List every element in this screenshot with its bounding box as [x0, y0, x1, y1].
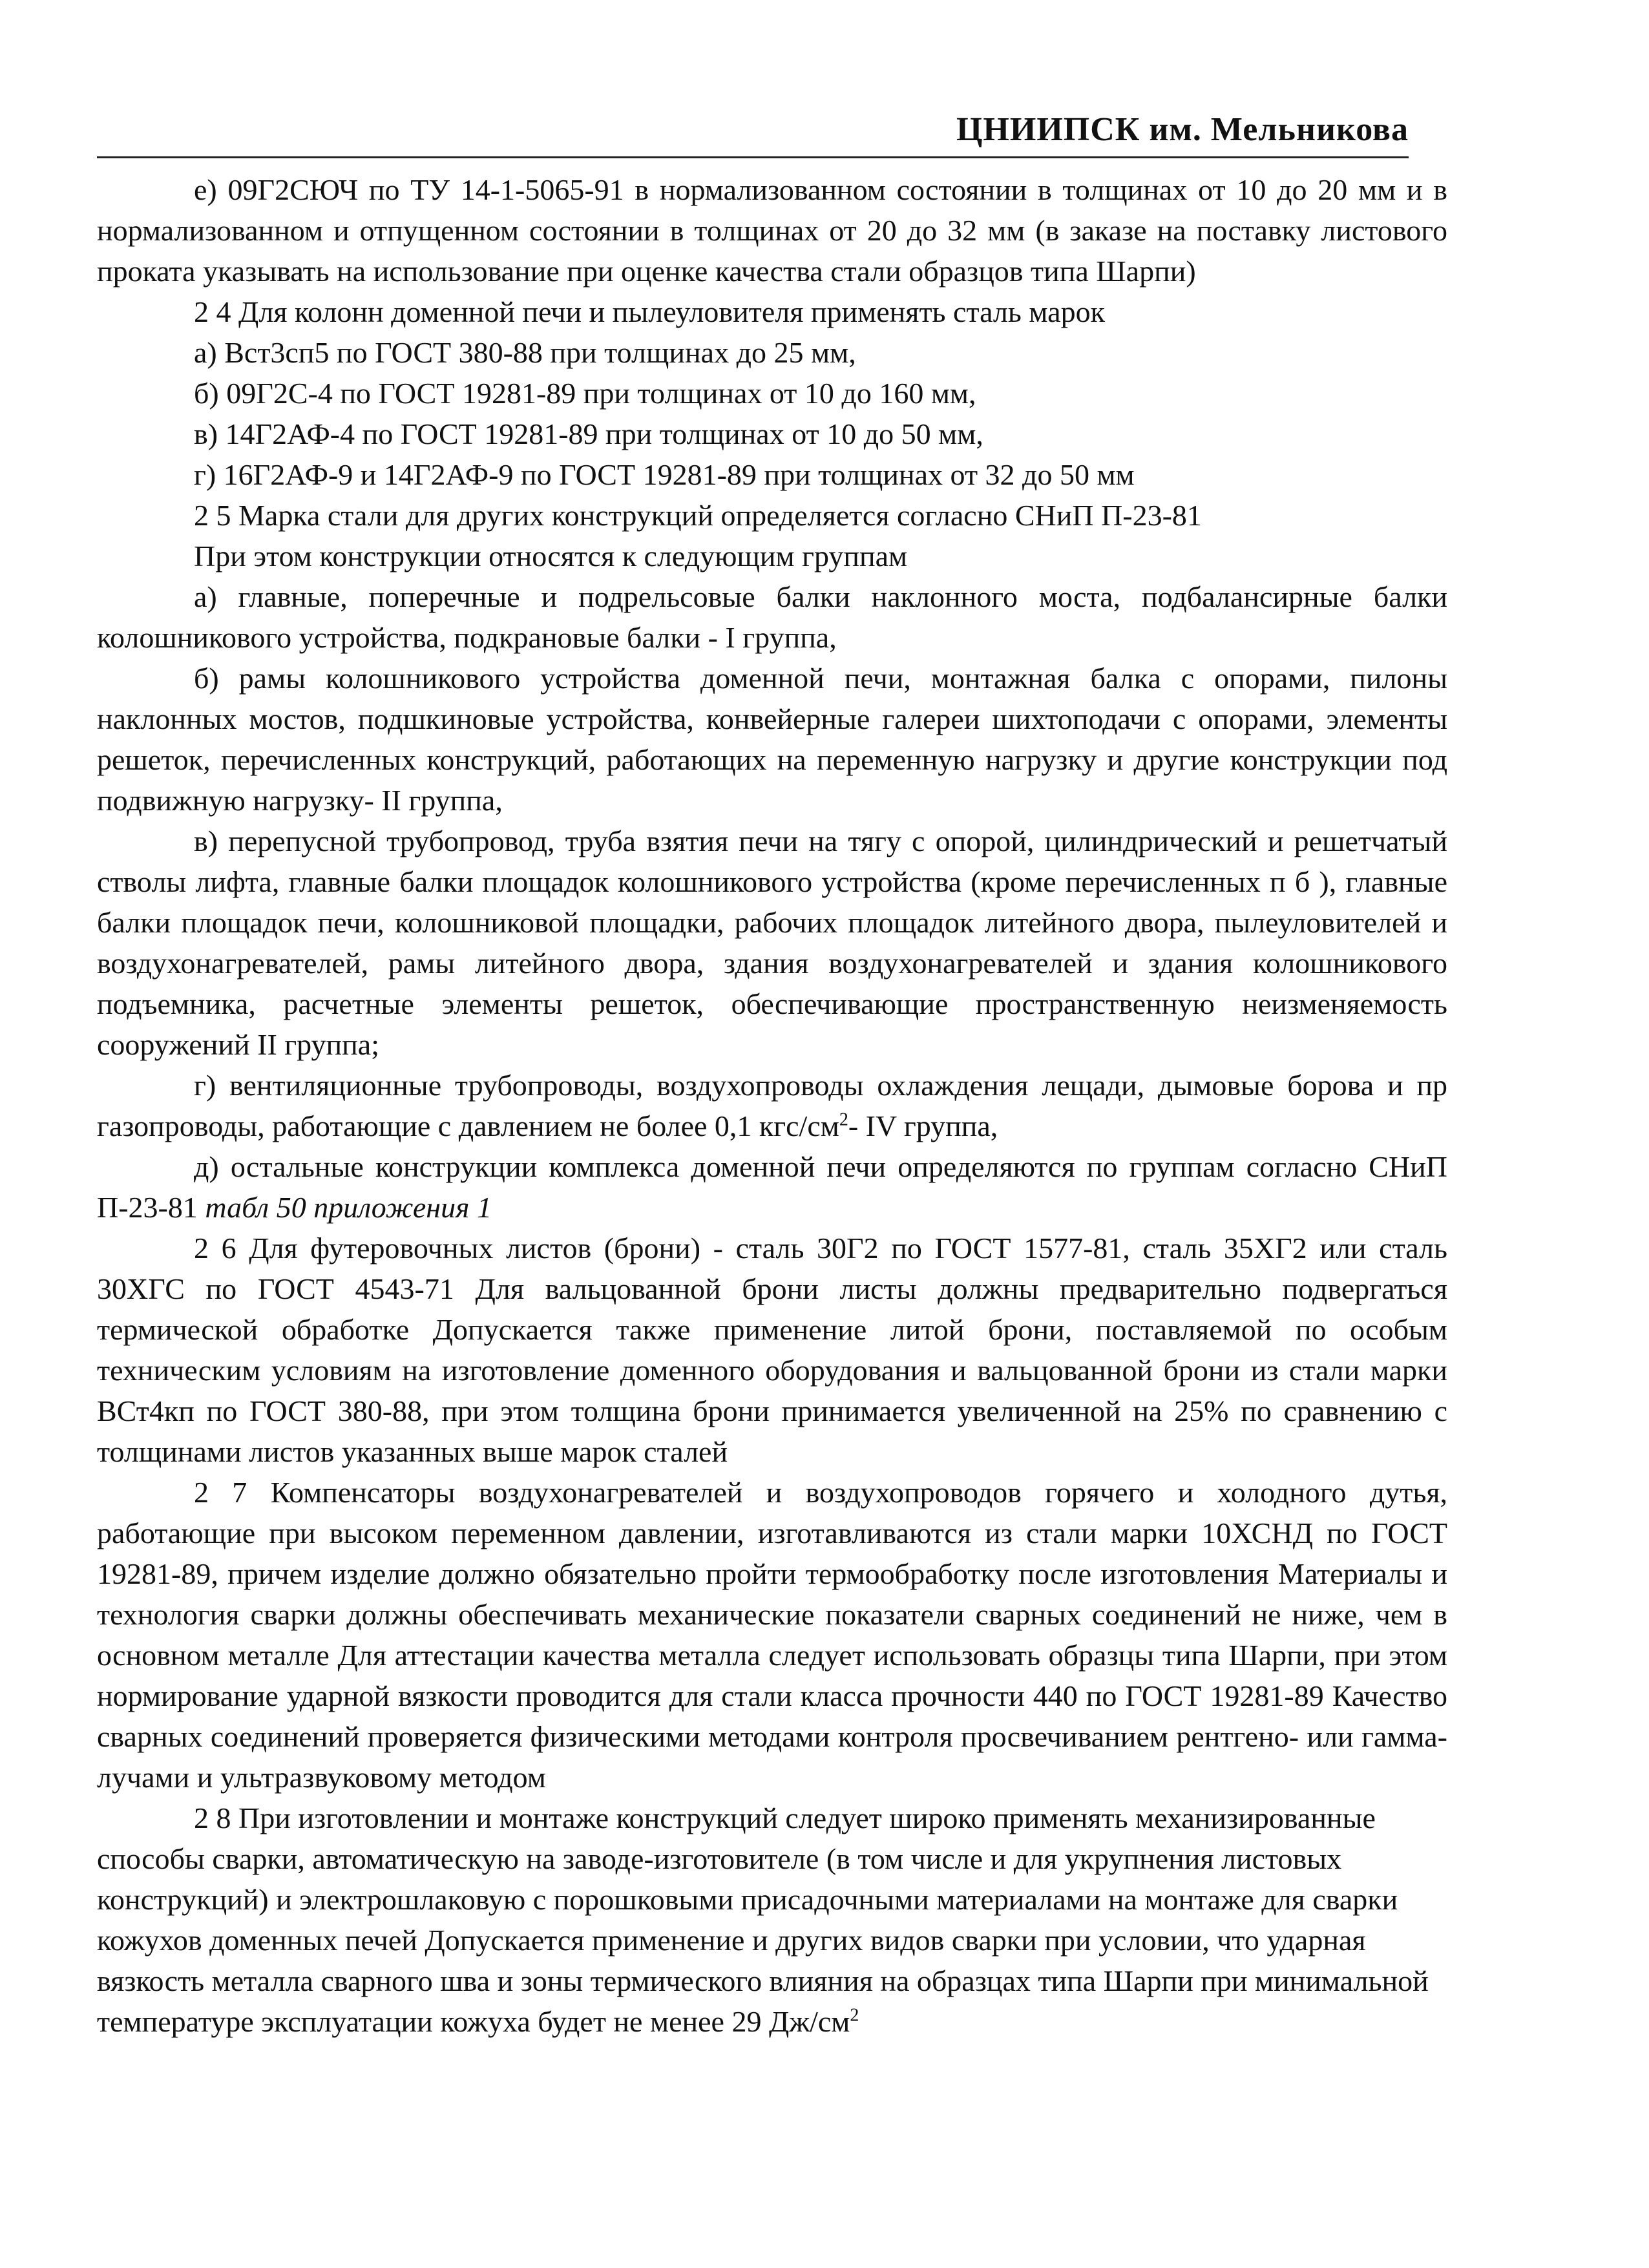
list-item-2-5-c: в) перепусной трубопровод, труба взятия печи на тягу с опорой, цилиндрический и решетчатый стволы лифта, главные балки площадок колошникового устройства (кроме перечисленных п б ), главные балки площадок печи, колошниковой площадки, рабочих площадок литейного двора, пылеуловителей и воздухонагревателей, рамы литейного двора, здания воздухонагревателей и здания колошникового подъемника, расчетные элементы решеток, обеспечивающие пространственную неизменяемость сооружений II группа;	[97, 824, 1447, 1061]
list-item-2-5-d-tail: - IV группа,	[848, 1109, 998, 1142]
document-body	[97, 169, 1447, 2042]
paragraph-2-5: 2 5 Марка стали для других конструкций определяется согласно СНиП П-23-81	[194, 499, 1202, 532]
paragraph-2-7: 2 7 Компенсаторы воздухонагревателей и воздухопроводов горячего и холодного дутья, работающие при высоком переменном давлении, изготавливаются из стали марки 10ХСНД по ГОСТ 19281-89, причем изделие должно обязательно пройти термообработку после изготовления Материалы и технология сварки должны обеспечивать механические показатели сварных соединений не ниже, чем в основном металле Для аттестации качества металла следует использовать образцы типа Шарпи, при этом нормирование ударной вязкости проводится для стали класса прочности 440 по ГОСТ 19281-89 Качество сварных соединений проверяется физическими методами контроля просвечиванием рентгено- или гамма-лучами и ультразвуковому методом	[97, 1476, 1447, 1794]
list-item-2-5-a: а) главные, поперечные и подрельсовые балки наклонного моста, подбалансирные балки колошникового устройства, подкрановые балки - I группа,	[97, 580, 1447, 654]
page-header	[97, 110, 1409, 158]
paragraph-2-8	[97, 1798, 1447, 2042]
paragraph-2-4: 2 4 Для колонн доменной печи и пылеуловителя применять сталь марок	[194, 295, 1105, 328]
list-item-2-5-e-text: д) остальные конструкции комплекса доменной печи определяются по группам согласно СНиП П-23-81	[97, 1150, 1447, 1224]
table-reference: табл 50 приложения 1	[205, 1191, 492, 1224]
list-item-2-4-a: а) Вст3сп5 по ГОСТ 380-88 при толщинах до 25 мм,	[194, 336, 856, 369]
list-item-2-4-d: г) 16Г2АФ-9 и 14Г2АФ-9 по ГОСТ 19281-89 при толщинах от 32 до 50 мм	[194, 458, 1135, 491]
superscript: 2	[850, 2005, 859, 2026]
list-item-2-5-b: б) рамы колошникового устройства доменной печи, монтажная балка с опорами, пилоны наклонных мостов, подшкиновые устройства, конвейерные галереи шихтоподачи с опорами, элементы решеток, перечисленных конструкций, работающих на переменную нагрузку и другие конструкции под подвижную нагрузку- II группа,	[97, 662, 1447, 817]
list-item-2-5-d-text: г) вентиляционные трубопроводы, воздухопроводы охлаждения лещади, дымовые борова и пр газопроводы, работающие с давлением не более 0,1 кгс/см	[97, 1069, 1447, 1142]
header-title: ЦНИИПСК им. Мельникова	[956, 111, 1409, 148]
paragraph-2-5-intro: При этом конструкции относятся к следующим группам	[194, 540, 908, 572]
list-item-2-5-d	[97, 1065, 1447, 1146]
paragraph-e: е) 09Г2СЮЧ по ТУ 14-1-5065-91 в нормализованном состоянии в толщинах от 10 до 20 мм и в нормализованном и отпущенном состоянии в толщинах от 20 до 32 мм (в заказе на поставку листового проката указывать на использование при оценке качества стали образцов типа Шарпи)	[97, 173, 1447, 288]
paragraph-2-6: 2 6 Для футеровочных листов (брони) - сталь 30Г2 по ГОСТ 1577-81, сталь 35ХГ2 или сталь 30ХГС по ГОСТ 4543-71 Для вальцованной брони листы должны предварительно подвергаться термической обработке Допускается также применение литой брони, поставляемой по особым техническим условиям на изготовление доменного оборудования и вальцованной брони из стали марки ВСт4кп по ГОСТ 380-88, при этом толщина брони принимается увеличенной на 25% по сравнению с толщинами листов указанных выше марок сталей	[97, 1232, 1447, 1468]
list-item-2-4-c: в) 14Г2АФ-4 по ГОСТ 19281-89 при толщинах от 10 до 50 мм,	[194, 417, 983, 450]
paragraph-2-8-text: 2 8 При изготовлении и монтаже конструкций следует широко применять механизированные способы сварки, автоматическую на заводе-изготовителе (в том числе и для укрупнения листовых конструкций) и электрошлаковую с порошковыми присадочными материалами на монтаже для сварки кожухов доменных печей Допускается применение и других видов сварки при условии, что ударная вязкость металла сварного шва и зоны термического влияния на образцах типа Шарпи при минимальной температуре эксплуатации кожуха будет не менее 29 Дж/см	[97, 1801, 1429, 2038]
list-item-2-4-b: б) 09Г2С-4 по ГОСТ 19281-89 при толщинах от 10 до 160 мм,	[194, 377, 976, 410]
superscript: 2	[839, 1109, 848, 1130]
list-item-2-5-e	[97, 1146, 1447, 1228]
